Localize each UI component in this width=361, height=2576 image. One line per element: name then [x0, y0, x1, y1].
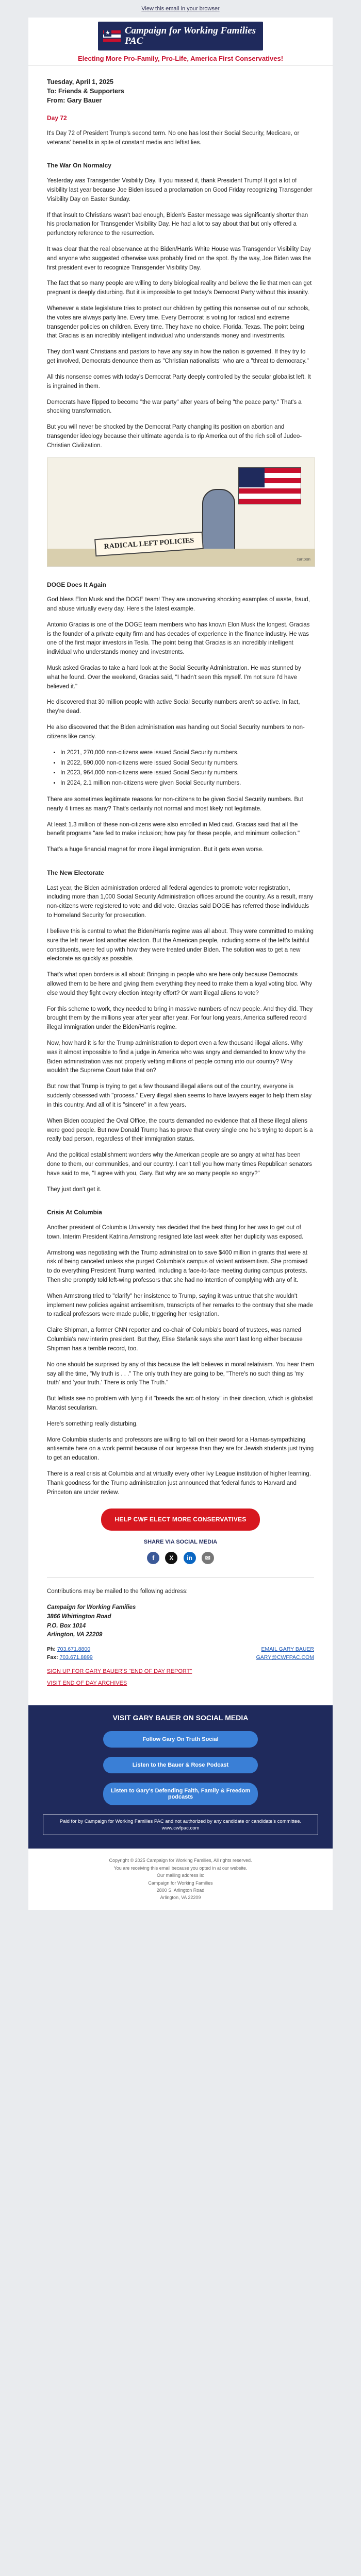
mailing-intro: Contributions may be mailed to the following address: — [47, 1588, 188, 1595]
phone-fax: Ph: 703.671.8800 Fax: 703.671.8899 — [47, 1646, 93, 1661]
bauer-rose-podcast-button[interactable]: Listen to the Bauer & Rose Podcast — [103, 1757, 258, 1773]
paid-for-disclaimer: Paid for by Campaign for Working Families PAC and not authorized by any candidate or candidate's committee. www.cwfpac.com — [43, 1815, 318, 1836]
contact-row — [47, 1645, 314, 1662]
email-header — [28, 18, 333, 66]
email-block — [256, 1645, 314, 1662]
email-icon[interactable]: ✉ — [202, 1552, 214, 1564]
paragraph: Democrats have flipped to become "the war party" after years of being "the peace party." That's a shocking transformation. — [47, 399, 302, 415]
paragraph: When Biden occupied the Oval Office, the courts demanded no evidence that all these illegal aliens were good people. But now Donald Trump has to prove that every single one he's trying to deport is a really bad person, regardless of their immigration status. — [47, 1117, 313, 1143]
section-heading-doge: DOGE Does It Again — [47, 581, 106, 588]
day-counter: Day 72 — [47, 114, 67, 122]
paragraph: I believe this is central to what the Biden/Harris regime was all about. They were committed to making sure the left never lost another election. But the American people, including some of the left's faithful constituents, were fed up with how they were treated under Biden. The solution was to get a new electorate as quickly as possible. — [47, 928, 314, 962]
footer-address-b: 2800 S. Arlington Road — [156, 1887, 205, 1893]
paragraph: Yesterday was Transgender Visibility Day. If you missed it, thank President Trump! It got a lot of visibility last year because Joe Biden issued a proclamation on Good Friday recognizing Transgender Visibility Day on Easter Sunday. — [47, 178, 313, 202]
cartoon-figure — [202, 489, 235, 553]
political-cartoon — [47, 457, 315, 567]
social-section — [28, 1705, 333, 1849]
truth-social-button[interactable]: Follow Gary On Truth Social — [103, 1731, 258, 1748]
facebook-icon[interactable]: f — [147, 1552, 159, 1564]
paragraph: Antonio Gracias is one of the DOGE team members who has known Elon Musk the longest. Gracias is the founder of a private equity firm and has decades of experience in the finance industry. He was one of the first major investors in Tesla. The point being that Gracias is an incredibly intelligent individual who understands money and investments. — [47, 621, 310, 656]
donate-wrap — [47, 1509, 314, 1531]
list-item: • In 2024, 2.1 million non-citizens were given Social Security numbers. — [60, 779, 314, 788]
paragraph: For this scheme to work, they needed to bring in massive numbers of new people. And they did. They brought them by the millions year after year after year. For four long years, America suffered record illegal immigration under the Biden/Harris regime. — [47, 1006, 313, 1031]
paragraph: Armstrong was negotiating with the Trump administration to save $400 million in grants that were at risk of being canceled unless she purged Columbia's campus of violent antisemitism. She promised to do everything President Trump wanted, including a face-to-face meeting during campus protests. Then she promptly told left-wing professors that she had no intention of complying with any of it. — [47, 1249, 308, 1284]
paragraph: No one should be surprised by any of this because the left believes in moral relativism. You hear them say all the time, "My truth is . . ." The only truth they are going to be, "There's no such thing as 'my truth' and 'your truth.' There is only The Truth." — [47, 1361, 314, 1386]
paragraph: That's a huge financial magnet for more illegal immigration. But it gets even worse. — [47, 846, 264, 853]
list-item: • In 2021, 270,000 non-citizens were issued Social Security numbers. — [60, 749, 314, 758]
logo-text: Campaign for Working Families PAC — [124, 25, 256, 46]
fax-link[interactable]: 703.671.8899 — [59, 1654, 93, 1661]
paragraph: They just don't get it. — [47, 1186, 102, 1193]
donate-button[interactable]: HELP CWF ELECT MORE CONSERVATIVES — [101, 1509, 259, 1531]
paragraph: That's what open borders is all about: Bringing in people who are here only because Democrats allowed them to be here and giving them everything they need to make them a loyal voting bloc. Why else would they fight every election integrity effort? Or want illegal aliens to vote? — [47, 972, 312, 996]
section-heading-columbia: Crisis At Columbia — [47, 1209, 102, 1216]
email-footer — [28, 1849, 333, 1909]
paragraph: At least 1.3 million of these non-citizens were also enrolled in Medicaid. Gracias said that all the benefit programs "are fed to make inclusion; how pay for these people, and minimum collection." — [47, 821, 300, 837]
paragraph: And the political establishment wonders why the American people are so angry at what has been done to them, our communities, and our country. I can't tell you how many times Republican senators have said to me, "I agree with you, Gary. But why are so many people so angry?" — [47, 1152, 312, 1177]
phone-link[interactable]: 703.671.8800 — [57, 1646, 91, 1653]
paragraph: Whenever a state legislature tries to protect our children by getting this nonsense out of our schools, the votes are always party line. Every time. Every Democrat is voting for radical and extreme transgender policies on children. Every time. They have no choice. Florida. Texas. The point being that Gracias is an incredibly intelligent individual who understands money and investments. — [47, 306, 310, 340]
tagline: Electing More Pro-Family, Pro-Life, America First Conservatives! — [77, 54, 284, 62]
cwf-logo[interactable] — [98, 22, 263, 50]
to-text: To: Friends & Supporters — [47, 88, 124, 95]
mailing-label: Our mailing address is: — [156, 1873, 205, 1878]
defending-faith-podcast-button[interactable]: Listen to Gary's Defending Faith, Family & Freedom podcasts — [103, 1783, 258, 1805]
paragraph: Claire Shipman, a former CNN reporter and co-chair of Columbia's board of trustees, was named Columbia's new interim president. But they, Elise Stefanik says she won't last long either because Shipman has a terrible record, too. — [47, 1327, 303, 1352]
paragraph: He discovered that 30 million people with active Social Security numbers aren't so active. In fact, they're dead. — [47, 699, 300, 715]
paragraph: They don't want Christians and pastors to have any say in how the nation is governed. If they try to get involved, Democrats denounce them as "Christian nationalists" who are a "threat to democracy." — [47, 349, 309, 365]
paragraph: There is a real crisis at Columbia and at virtually every other Ivy League institution of higher learning. Thank goodness for the Trump administration just announced that federal funds to Harvard and Princeton are under review. — [47, 1471, 311, 1496]
optin-reason: You are receiving this email because you opted in at our website. — [113, 1865, 248, 1871]
email-content — [28, 66, 333, 1705]
list-item: • In 2022, 590,000 non-citizens were issued Social Security numbers. — [60, 759, 314, 768]
date-text: Tuesday, April 1, 2025 — [47, 78, 113, 86]
browser-view-bar — [0, 0, 361, 18]
paragraph: God bless Elon Musk and the DOGE team! They are uncovering shocking examples of waste, fraud, and abuse virtually every day. Here's the latest example. — [47, 597, 310, 612]
paragraph: He also discovered that the Biden administration was handing out Social Security numbers to non-citizens like candy. — [47, 724, 305, 740]
paragraph: Here's something really disturbing. — [47, 1420, 138, 1427]
paragraph: The fact that so many people are willing to deny biological reality and believe the lie that men can get pregnant is deeply disturbing. But it is impossible to get today's Democrat Party without this insanity. — [47, 280, 312, 296]
social-title: VISIT GARY BAUER ON SOCIAL MEDIA — [112, 1713, 249, 1722]
cartoon-credit: cartoon — [297, 557, 310, 562]
mailing-org: Campaign for Working Families — [47, 1604, 136, 1611]
paragraph: Musk asked Gracias to take a hard look at the Social Security Administration. He was stunned by what he found. Over the weekend, Gracias said, "I hadn't seen this myself. I'm not sure I'd have believed it." — [47, 665, 301, 690]
list-item: • In 2023, 964,000 non-citizens were issued Social Security numbers. — [60, 769, 314, 778]
from-text: From: Gary Bauer — [47, 97, 102, 105]
paragraph: All this nonsense comes with today's Democrat Party deeply controlled by the secular globalist left. It is ingrained in them. — [47, 374, 311, 389]
paragraph: Another president of Columbia University has decided that the best thing for her was to get out of town. Interim President Katrina Armstrong resigned late last week after her duplicity was exposed. — [47, 1224, 304, 1240]
section-heading-normalcy: The War On Normalcy — [47, 162, 111, 170]
cartoon-flag-icon — [238, 467, 301, 504]
archive-link[interactable]: VISIT END OF DAY ARCHIVES — [47, 1680, 127, 1686]
share-icons — [47, 1552, 314, 1564]
paragraph: Now, how hard it is for the Trump administration to deport even a few thousand illegal aliens. Why was it almost impossible to find a judge in America who was angry and demanded to know why the Biden administration was not properly vetting millions of people coming into our country? Why wouldn't the Supreme Court take that on? — [47, 1040, 306, 1074]
paragraph: But now that Trump is trying to get a few thousand illegal aliens out of the country, everyone is suddenly obsessed with "process." Every illegal alien seems to have lawyers eager to help them stay in this country. And all of it is "sincere" in a few years. — [47, 1083, 312, 1108]
mailing-address — [47, 1603, 314, 1640]
section-heading-electorate: The New Electorate — [47, 869, 104, 877]
x-icon[interactable]: X — [165, 1552, 177, 1564]
ssn-list — [47, 749, 314, 788]
cartoon-ground — [47, 549, 315, 566]
mailing-address-1: 3866 Whittington Road — [47, 1613, 111, 1620]
copyright: Copyright © 2025 Campaign for Working Families, All rights reserved. — [109, 1858, 252, 1863]
paragraph: More Columbia students and professors are willing to fall on their sword for a Hamas-sympathizing antisemite here on a work permit because of our largesse than they are for Jewish students just trying to get an education. — [47, 1436, 314, 1462]
paragraph: But leftists see no problem with lying if it "breeds the arc of history" in their direction, which is globalist Marxist secularism. — [47, 1396, 313, 1411]
paragraph: If that insult to Christians wasn't bad enough, Biden's Easter message was significantly shorter than his proclamation for Transgender Visibility Day. He had a lot to say about that but only offered a perfunctory reference to the resurrection. — [47, 212, 308, 237]
paragraph: It was clear that the real observance at the Biden/Harris White House was Transgender Visibility Day and anyone who suggested otherwise was probably fired on the spot. By the way, Joe Biden was the first president ever to recognize Transgender Visibility Day. — [47, 246, 311, 271]
signup-link[interactable]: SIGN UP FOR GARY BAUER'S "END OF DAY REPORT" — [47, 1668, 192, 1674]
email-address-link[interactable]: GARY@CWFPAC.COM — [256, 1654, 314, 1661]
paragraph: There are sometimes legitimate reasons for non-citizens to be given Social Security numbers. But nearly 4 times as many? That's certainly not normal and most likely not legitimate. — [47, 796, 303, 812]
mailing-address-2: P.O. Box 1014 — [47, 1622, 86, 1629]
paragraph: But you will never be shocked by the Democrat Party changing its position on abortion and transgender ideology because their ultimate agenda is to rip America out of the rich soil of Judeo-Christian Civilization. — [47, 424, 302, 449]
mailing-address-3: Arlington, VA 22209 — [47, 1632, 103, 1638]
paragraph: Last year, the Biden administration ordered all federal agencies to promote voter registration, including more than 1,000 Social Security Administration offices around the country. As a result, many non-citizens were registered to vote and did vote. Gracias said DOGE has referred those individuals to Homeland Security for prosecution. — [47, 885, 314, 919]
linkedin-icon[interactable]: in — [184, 1552, 196, 1564]
cartoon-sign: RADICAL LEFT POLICIES — [94, 531, 204, 556]
email-gary-link[interactable]: EMAIL GARY BAUER — [261, 1646, 314, 1653]
email-body — [28, 18, 333, 1910]
paragraph: When Armstrong tried to "clarify" her insistence to Trump, saying it was untrue that she wouldn't implement new policies against antisemitism, transcripts of her remarks to the contrary that she made to radical professors were made public, triggering her resignation. — [47, 1293, 313, 1318]
footer-address-c: Arlington, VA 22209 — [160, 1895, 201, 1901]
dateline — [47, 77, 314, 105]
share-label: SHARE VIA SOCIAL MEDIA — [143, 1539, 218, 1546]
intro-paragraph: It's Day 72 of President Trump's second term. No one has lost their Social Security, Medicare, or veterans' benefits in spite of constant media and leftist lies. — [47, 130, 300, 146]
flag-icon: ★ — [103, 29, 121, 43]
view-in-browser-link[interactable]: View this email in your browser — [141, 6, 220, 12]
footer-address-a: Campaign for Working Families — [148, 1880, 213, 1886]
